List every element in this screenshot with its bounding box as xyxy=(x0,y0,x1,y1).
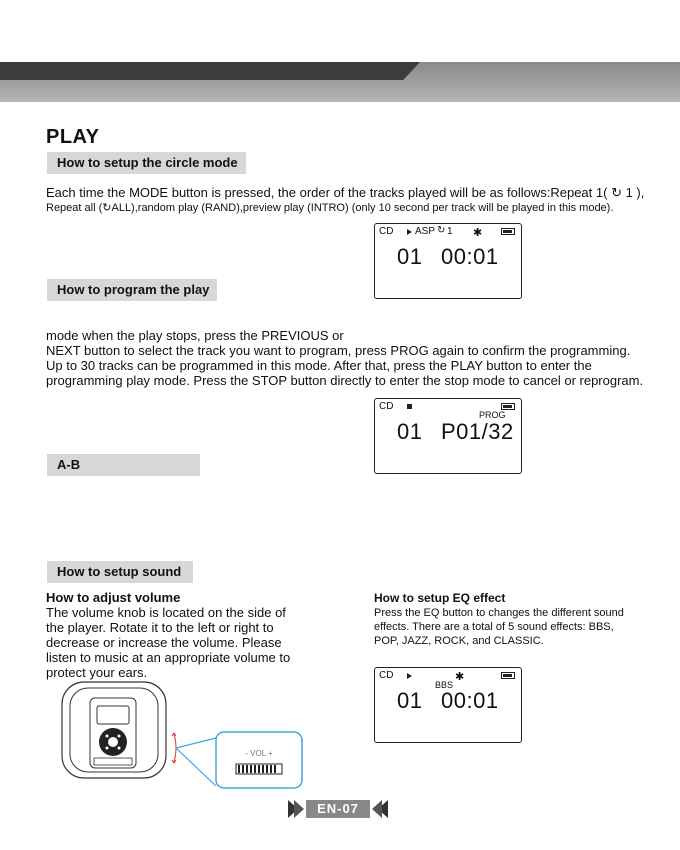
vol-label: - VOL + xyxy=(245,749,273,758)
volume-title: How to adjust volume xyxy=(46,590,181,605)
eq-line-2: effects. There are a total of 5 sound effects: BBS, xyxy=(374,621,614,633)
lcd-program-count: P01/32 xyxy=(441,419,514,444)
lcd-cd-label: CD xyxy=(379,226,394,237)
section-header-sound: How to setup sound xyxy=(47,561,193,583)
lcd-track: 01 xyxy=(397,419,423,444)
section-header-circle: How to setup the circle mode xyxy=(47,152,246,174)
circle-line-2-end: ALL),random play (RAND),preview play (INTRO) (only 10 second per track will be played in this mode). xyxy=(111,202,614,214)
play-icon xyxy=(407,673,412,679)
page-number: EN-07 xyxy=(317,801,359,816)
circle-line-1-end: 1 ), xyxy=(625,185,645,200)
section-header-program: How to program the play xyxy=(47,279,217,301)
lcd-display-program xyxy=(374,398,522,474)
lcd-repeat-count: 1 xyxy=(447,226,453,237)
lcd-track: 01 xyxy=(397,244,423,269)
circle-line-2-start: Repeat all ( xyxy=(46,202,103,214)
eq-line-3: POP, JAZZ, ROCK, and CLASSIC. xyxy=(374,635,544,647)
lcd-mode-label: ASP xyxy=(415,226,436,237)
battery-icon xyxy=(501,228,515,235)
lcd-time: 00:01 xyxy=(441,688,499,713)
lcd-time: 00:01 xyxy=(441,244,499,269)
repeat-icon: ↻ xyxy=(611,185,622,200)
bluetooth-icon: ✱ xyxy=(455,671,465,683)
lcd-display-circle xyxy=(374,223,522,299)
circle-line-1-text: Each time the MODE button is pressed, the order of the tracks played will be as follows:Repeat 1( xyxy=(46,185,608,200)
program-line-2: NEXT button to select the track you want to program, press PROG again to confirm the programming. xyxy=(46,343,631,358)
lcd-prog-label: PROG xyxy=(479,410,506,420)
lcd-repeat-icon: ↻ xyxy=(437,225,446,236)
repeat-all-icon: ↻ xyxy=(102,202,112,214)
volume-line-3: decrease or increase the volume. Please xyxy=(46,635,282,650)
program-line-1: mode when the play stops, press the PREVIOUS or xyxy=(46,328,344,343)
circle-line-2 xyxy=(46,201,613,215)
battery-icon xyxy=(501,672,515,679)
header-band-dark xyxy=(0,62,420,80)
volume-line-2: the player. Rotate it to the left or right to xyxy=(46,620,274,635)
volume-line-1: The volume knob is located on the side of xyxy=(46,605,286,620)
eq-title: How to setup EQ effect xyxy=(374,591,506,605)
program-line-3: Up to 30 tracks can be programmed in this mode. After that, press the PLAY button to enter the xyxy=(46,358,592,373)
volume-line-5: protect your ears. xyxy=(46,665,148,680)
lcd-track: 01 xyxy=(397,688,423,713)
stop-icon xyxy=(407,404,412,409)
section-header-ab: A-B xyxy=(47,454,200,476)
lcd-cd-label: CD xyxy=(379,670,394,681)
circle-line-1 xyxy=(46,185,644,200)
lcd-cd-label: CD xyxy=(379,401,394,412)
eq-line-1: Press the EQ button to changes the different sound xyxy=(374,607,624,619)
program-line-4: programming play mode. Press the STOP button directly to enter the stop mode to cancel or reprogram. xyxy=(46,373,644,388)
volume-line-4: listen to music at an appropriate volume to xyxy=(46,650,291,665)
battery-icon xyxy=(501,403,515,410)
play-icon xyxy=(407,229,412,235)
lcd-eq-label: BBS xyxy=(435,680,454,690)
page-title: PLAY xyxy=(46,126,100,148)
bluetooth-icon: ✱ xyxy=(473,227,483,239)
page-number-badge xyxy=(288,798,388,820)
player-illustration xyxy=(56,676,316,796)
lcd-display-eq xyxy=(374,667,522,743)
